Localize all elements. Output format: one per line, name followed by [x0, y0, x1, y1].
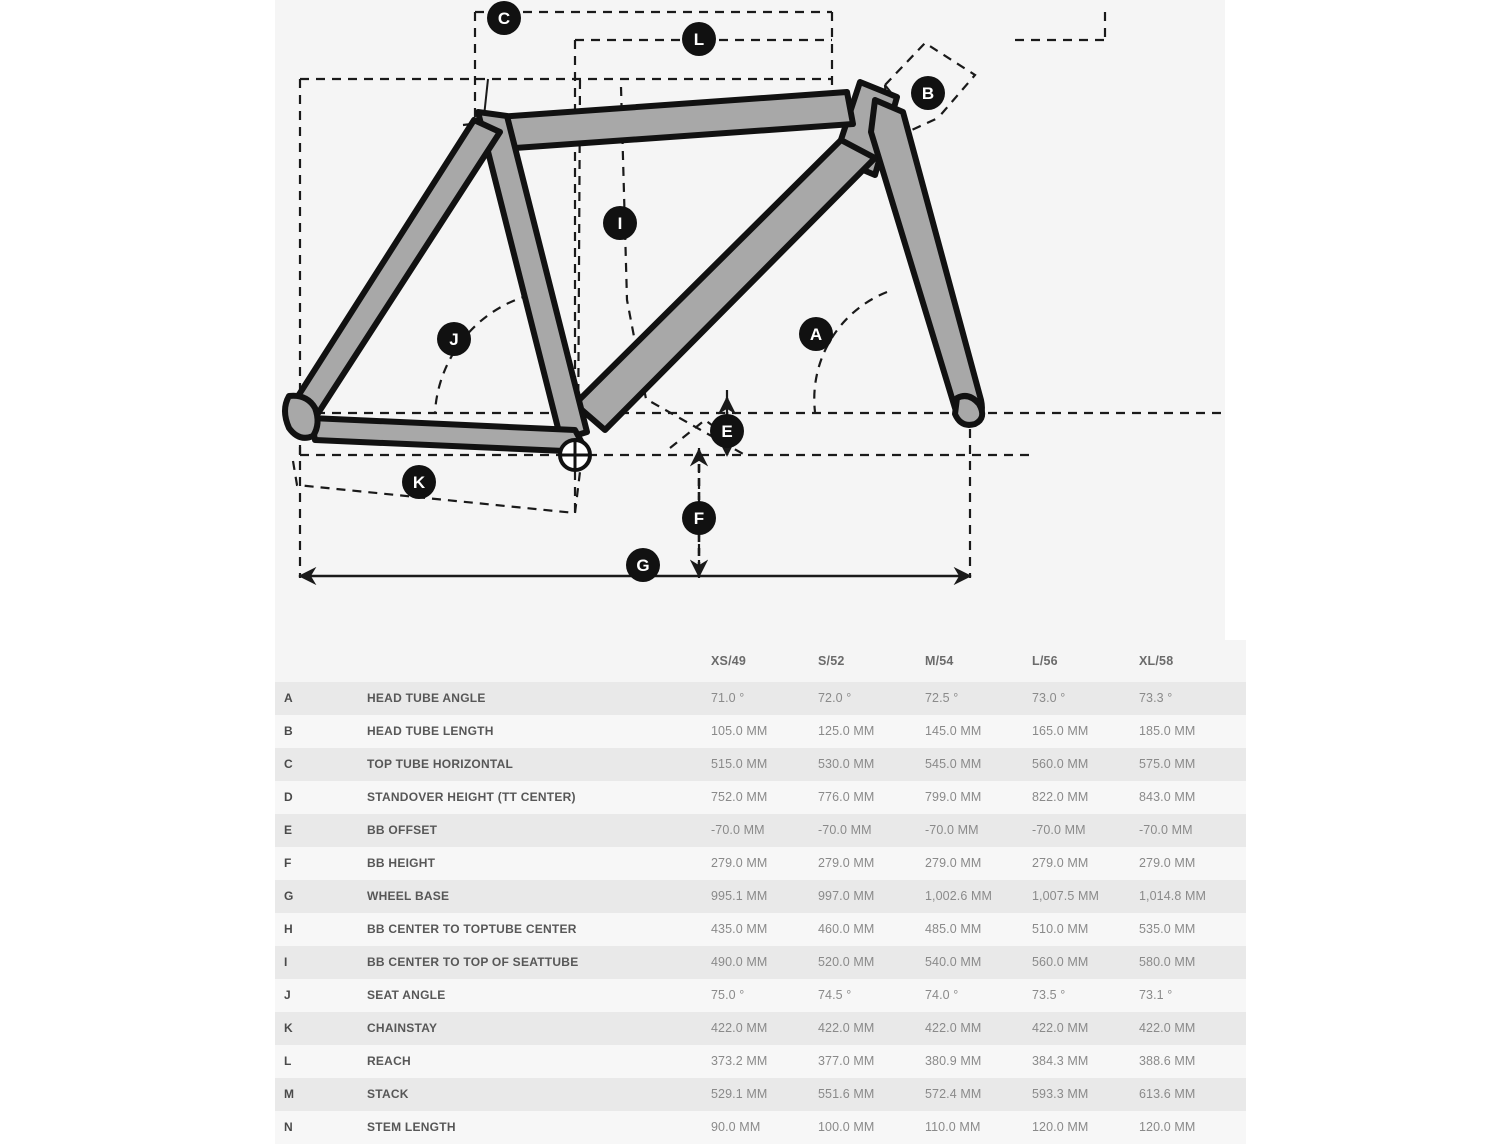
callout-j — [437, 322, 471, 356]
row-value: 422.0 MM — [1139, 1012, 1246, 1045]
header-size-xl: XL/58 — [1139, 640, 1246, 682]
row-value: 73.3 ° — [1139, 682, 1246, 715]
row-value: 110.0 MM — [925, 1111, 1032, 1144]
table-row — [275, 682, 1246, 715]
row-value: 422.0 MM — [711, 1012, 818, 1045]
callout-l — [682, 22, 716, 56]
callout-b-letter: B — [921, 84, 935, 103]
row-value: 279.0 MM — [1139, 847, 1246, 880]
row-value: 373.2 MM — [711, 1045, 818, 1078]
table-row — [275, 1045, 1246, 1078]
row-value: 575.0 MM — [1139, 748, 1246, 781]
row-value: 422.0 MM — [925, 1012, 1032, 1045]
geometry-table-body — [275, 682, 1246, 1144]
row-measurement-name: STEM LENGTH — [321, 1111, 711, 1144]
row-value: 530.0 MM — [818, 748, 925, 781]
table-row — [275, 814, 1246, 847]
table-row — [275, 1078, 1246, 1111]
row-value: -70.0 MM — [1139, 814, 1246, 847]
row-value: 572.4 MM — [925, 1078, 1032, 1111]
row-measurement-name: HEAD TUBE ANGLE — [321, 682, 711, 715]
row-value: 822.0 MM — [1032, 781, 1139, 814]
row-value: 185.0 MM — [1139, 715, 1246, 748]
bike-geometry-diagram — [275, 0, 1225, 620]
row-letter: K — [275, 1012, 321, 1045]
callout-f — [682, 501, 716, 535]
geometry-table — [275, 640, 1246, 1144]
row-value: 460.0 MM — [818, 913, 925, 946]
row-value: 73.1 ° — [1139, 979, 1246, 1012]
row-letter: A — [275, 682, 321, 715]
header-letter — [275, 640, 321, 682]
row-measurement-name: SEAT ANGLE — [321, 979, 711, 1012]
row-value: 120.0 MM — [1032, 1111, 1139, 1144]
row-value: 843.0 MM — [1139, 781, 1246, 814]
diagram-background — [275, 0, 1225, 620]
callout-c-letter: C — [497, 9, 511, 28]
row-value: 74.0 ° — [925, 979, 1032, 1012]
row-value: 1,014.8 MM — [1139, 880, 1246, 913]
callout-j-letter: J — [449, 330, 459, 349]
callout-a — [799, 317, 833, 351]
callout-g — [626, 548, 660, 582]
row-value: 145.0 MM — [925, 715, 1032, 748]
row-value: 422.0 MM — [1032, 1012, 1139, 1045]
row-value: 997.0 MM — [818, 880, 925, 913]
row-value: 279.0 MM — [711, 847, 818, 880]
row-letter: C — [275, 748, 321, 781]
callout-i — [603, 206, 637, 240]
row-letter: M — [275, 1078, 321, 1111]
callout-k — [402, 465, 436, 499]
row-value: 72.0 ° — [818, 682, 925, 715]
row-measurement-name: BB OFFSET — [321, 814, 711, 847]
table-row — [275, 1012, 1246, 1045]
callout-g-letter: G — [636, 556, 650, 575]
row-measurement-name: BB CENTER TO TOP OF SEATTUBE — [321, 946, 711, 979]
callout-f-letter: F — [693, 509, 705, 528]
row-value: 560.0 MM — [1032, 748, 1139, 781]
bottom-bracket-marker — [560, 440, 590, 470]
table-header-row — [275, 640, 1246, 682]
row-value: -70.0 MM — [1032, 814, 1139, 847]
row-value: 75.0 ° — [711, 979, 818, 1012]
callout-l-letter: L — [693, 30, 705, 49]
row-value: 540.0 MM — [925, 946, 1032, 979]
table-row — [275, 946, 1246, 979]
row-value: 510.0 MM — [1032, 913, 1139, 946]
callout-k-letter: K — [412, 473, 426, 492]
row-value: 435.0 MM — [711, 913, 818, 946]
row-value: 593.3 MM — [1032, 1078, 1139, 1111]
row-value: 125.0 MM — [818, 715, 925, 748]
header-size-l: L/56 — [1032, 640, 1139, 682]
row-letter: D — [275, 781, 321, 814]
row-value: 165.0 MM — [1032, 715, 1139, 748]
row-measurement-name: WHEEL BASE — [321, 880, 711, 913]
table-row — [275, 880, 1246, 913]
row-value: 995.1 MM — [711, 880, 818, 913]
row-value: 384.3 MM — [1032, 1045, 1139, 1078]
row-letter: L — [275, 1045, 321, 1078]
row-letter: G — [275, 880, 321, 913]
row-value: 515.0 MM — [711, 748, 818, 781]
row-value: 388.6 MM — [1139, 1045, 1246, 1078]
row-value: 279.0 MM — [1032, 847, 1139, 880]
row-value: 380.9 MM — [925, 1045, 1032, 1078]
table-row — [275, 748, 1246, 781]
row-measurement-name: TOP TUBE HORIZONTAL — [321, 748, 711, 781]
row-value: 545.0 MM — [925, 748, 1032, 781]
row-value: 377.0 MM — [818, 1045, 925, 1078]
row-value: 72.5 ° — [925, 682, 1032, 715]
row-letter: N — [275, 1111, 321, 1144]
header-measurement — [321, 640, 711, 682]
front-dropout — [955, 396, 982, 425]
row-measurement-name: REACH — [321, 1045, 711, 1078]
row-letter: J — [275, 979, 321, 1012]
row-value: 279.0 MM — [925, 847, 1032, 880]
row-value: 105.0 MM — [711, 715, 818, 748]
table-row — [275, 781, 1246, 814]
row-value: 73.5 ° — [1032, 979, 1139, 1012]
row-value: -70.0 MM — [818, 814, 925, 847]
row-letter: I — [275, 946, 321, 979]
row-value: 490.0 MM — [711, 946, 818, 979]
row-measurement-name: HEAD TUBE LENGTH — [321, 715, 711, 748]
header-size-m: M/54 — [925, 640, 1032, 682]
row-measurement-name: BB CENTER TO TOPTUBE CENTER — [321, 913, 711, 946]
row-value: 1,002.6 MM — [925, 880, 1032, 913]
row-letter: E — [275, 814, 321, 847]
row-value: 73.0 ° — [1032, 682, 1139, 715]
row-letter: F — [275, 847, 321, 880]
row-value: 1,007.5 MM — [1032, 880, 1139, 913]
table-row — [275, 847, 1246, 880]
callout-e — [710, 414, 744, 448]
callout-i-letter: I — [617, 214, 623, 233]
row-value: 752.0 MM — [711, 781, 818, 814]
row-value: 279.0 MM — [818, 847, 925, 880]
row-value: 71.0 ° — [711, 682, 818, 715]
callout-e-letter: E — [721, 422, 733, 441]
row-value: 560.0 MM — [1032, 946, 1139, 979]
row-value: 74.5 ° — [818, 979, 925, 1012]
header-size-xs: XS/49 — [711, 640, 818, 682]
row-value: -70.0 MM — [925, 814, 1032, 847]
row-value: 520.0 MM — [818, 946, 925, 979]
row-measurement-name: CHAINSTAY — [321, 1012, 711, 1045]
rear-dropout — [285, 396, 318, 438]
row-value: 776.0 MM — [818, 781, 925, 814]
row-value: 485.0 MM — [925, 913, 1032, 946]
row-value: 100.0 MM — [818, 1111, 925, 1144]
row-measurement-name: STACK — [321, 1078, 711, 1111]
row-value: 90.0 MM — [711, 1111, 818, 1144]
row-value: 613.6 MM — [1139, 1078, 1246, 1111]
geometry-table-head — [275, 640, 1246, 682]
row-letter: H — [275, 913, 321, 946]
row-value: 580.0 MM — [1139, 946, 1246, 979]
row-value: -70.0 MM — [711, 814, 818, 847]
row-value: 422.0 MM — [818, 1012, 925, 1045]
row-value: 535.0 MM — [1139, 913, 1246, 946]
row-measurement-name: STANDOVER HEIGHT (TT CENTER) — [321, 781, 711, 814]
table-row — [275, 979, 1246, 1012]
row-letter: B — [275, 715, 321, 748]
callout-c — [487, 1, 521, 35]
row-measurement-name: BB HEIGHT — [321, 847, 711, 880]
table-row — [275, 1111, 1246, 1144]
row-value: 551.6 MM — [818, 1078, 925, 1111]
callout-a-letter: A — [809, 325, 823, 344]
table-row — [275, 715, 1246, 748]
table-row — [275, 913, 1246, 946]
callout-b — [911, 76, 945, 110]
row-value: 529.1 MM — [711, 1078, 818, 1111]
header-size-s: S/52 — [818, 640, 925, 682]
row-value: 799.0 MM — [925, 781, 1032, 814]
row-value: 120.0 MM — [1139, 1111, 1246, 1144]
